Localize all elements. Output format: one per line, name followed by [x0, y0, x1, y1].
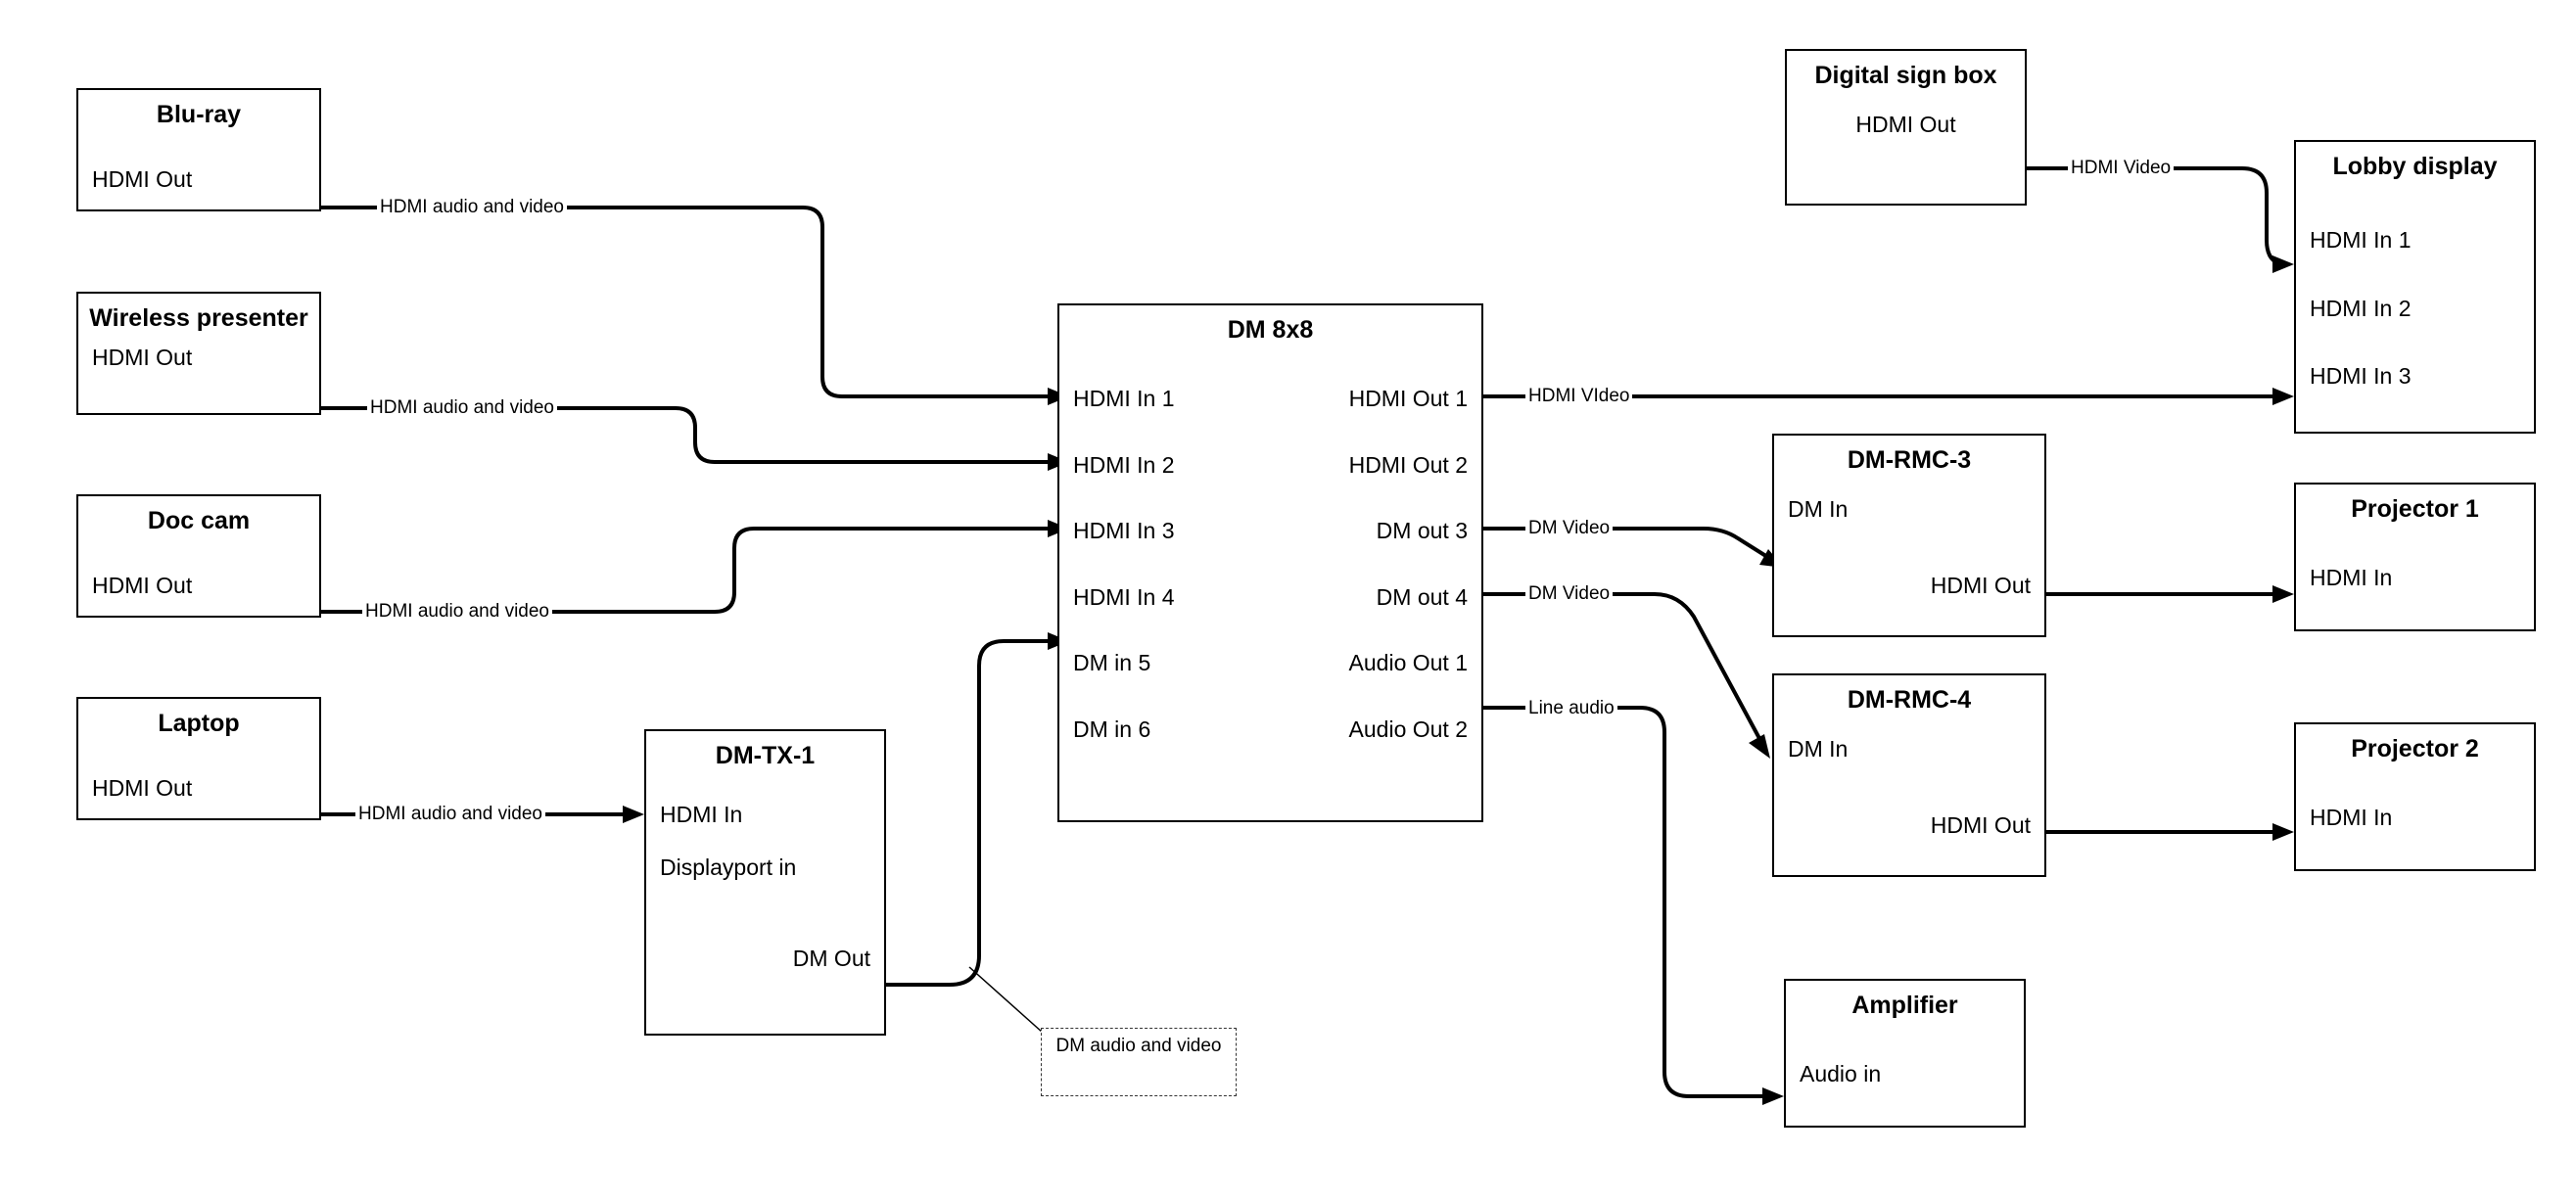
- node-dm-8x8-port-hdmi-in-4: HDMI In 4: [1073, 583, 1175, 610]
- node-dm-rmc-4-port-dm-in: DM In: [1788, 736, 1849, 762]
- edge-label-dm-video-out4: DM Video: [1525, 582, 1613, 606]
- node-digital-sign-box-title: Digital sign box: [1814, 62, 1997, 89]
- node-projector-2-title: Projector 2: [2351, 735, 2479, 762]
- node-dm-8x8-port-hdmi-in-1: HDMI In 1: [1073, 386, 1175, 411]
- node-dm-rmc-4-title: DM-RMC-4: [1847, 686, 1972, 714]
- node-dm-8x8-port-dm-in-6: DM in 6: [1073, 716, 1151, 742]
- arrow-proj2: [2272, 823, 2294, 841]
- wire-audio-out1-to-amp: [1483, 708, 1772, 1096]
- node-lobby-display-title: Lobby display: [2332, 153, 2498, 180]
- node-dm-8x8-port-audio-out-2: Audio Out 2: [1348, 716, 1468, 742]
- note-leader-line: [969, 967, 1043, 1033]
- node-dm-rmc-3[interactable]: [1772, 434, 2046, 637]
- node-laptop-port-hdmi-out: HDMI Out: [92, 775, 193, 801]
- arrow-amp: [1762, 1087, 1784, 1105]
- node-projector-2-port-hdmi-in: HDMI In: [2310, 805, 2393, 830]
- edge-label-hdmi-video-out1: HDMI VIdeo: [1525, 385, 1632, 408]
- node-bluray-port-hdmi-out: HDMI Out: [92, 166, 193, 192]
- node-laptop[interactable]: [76, 697, 321, 820]
- node-amplifier-port-audio-in: Audio in: [1800, 1061, 1882, 1086]
- node-dm-8x8-port-hdmi-in-2: HDMI In 2: [1073, 451, 1175, 478]
- wire-signbox-to-lobby-in1: [2027, 168, 2286, 264]
- wire-dmtx1-to-dm-in5: [886, 641, 1057, 985]
- node-dm-8x8-title: DM 8x8: [1227, 316, 1314, 344]
- node-projector-1[interactable]: [2294, 483, 2536, 631]
- node-dm-8x8-port-dm-in-5: DM in 5: [1073, 650, 1151, 676]
- edge-label-dm-video-out3: DM Video: [1525, 517, 1613, 540]
- node-dm-8x8-port-dm-out-4: DM out 4: [1376, 583, 1468, 610]
- edge-label-line-audio: Line audio: [1525, 697, 1617, 720]
- node-amplifier[interactable]: [1784, 979, 2026, 1128]
- arrow-proj1: [2272, 585, 2294, 603]
- arrow-rmc4: [1749, 734, 1770, 759]
- node-dm-rmc-4[interactable]: [1772, 673, 2046, 877]
- node-wireless-presenter-title: Wireless presenter: [89, 304, 308, 332]
- node-dm-rmc-4-port-hdmi-out: HDMI Out: [1930, 811, 2031, 838]
- node-doc-cam-title: Doc cam: [147, 507, 251, 534]
- node-projector-2[interactable]: [2294, 722, 2536, 871]
- node-lobby-display-port-hdmi-in-2: HDMI In 2: [2310, 295, 2412, 321]
- edge-label-hdmi-video-signbox: HDMI Video: [2068, 157, 2174, 180]
- node-dm-rmc-3-title: DM-RMC-3: [1847, 446, 1972, 474]
- node-dm-rmc-3-port-hdmi-out: HDMI Out: [1930, 572, 2031, 598]
- node-bluray-title: Blu-ray: [156, 101, 242, 128]
- node-dm-tx-1-port-dm-out: DM Out: [792, 946, 870, 972]
- node-projector-1-title: Projector 1: [2351, 495, 2479, 523]
- node-projector-1-port-hdmi-in: HDMI In: [2310, 565, 2393, 590]
- node-lobby-display-port-hdmi-in-1: HDMI In 1: [2310, 227, 2412, 253]
- edge-label-laptop: HDMI audio and video: [355, 803, 545, 826]
- arrow-lobby-in1: [2272, 255, 2294, 273]
- node-wireless-presenter-port-hdmi-out: HDMI Out: [92, 345, 193, 370]
- node-dm-tx-1-title: DM-TX-1: [715, 742, 816, 769]
- edge-label-wireless: HDMI audio and video: [367, 396, 557, 420]
- node-digital-sign-box[interactable]: [1785, 49, 2027, 206]
- node-wireless-presenter[interactable]: [76, 292, 321, 415]
- node-amplifier-title: Amplifier: [1851, 992, 1958, 1019]
- node-lobby-display[interactable]: [2294, 140, 2536, 434]
- arrow-laptop: [623, 806, 644, 823]
- node-dm-tx-1[interactable]: [644, 729, 886, 1036]
- node-doc-cam-port-hdmi-out: HDMI Out: [92, 573, 193, 598]
- node-dm-rmc-3-port-dm-in: DM In: [1788, 496, 1849, 522]
- node-dm-8x8-port-hdmi-in-3: HDMI In 3: [1073, 518, 1175, 544]
- note-dm-audio-and-video: DM audio and video: [1041, 1028, 1237, 1096]
- edge-label-bluray: HDMI audio and video: [377, 196, 567, 219]
- node-dm-8x8-port-dm-out-3: DM out 3: [1376, 518, 1468, 544]
- arrow-lobby-in3: [2272, 388, 2294, 405]
- node-bluray[interactable]: [76, 88, 321, 211]
- wire-dm-out4-to-rmc4: [1483, 594, 1762, 744]
- node-laptop-title: Laptop: [158, 710, 240, 737]
- node-dm-8x8-port-audio-out-1: Audio Out 1: [1348, 650, 1468, 676]
- node-lobby-display-port-hdmi-in-3: HDMI In 3: [2310, 363, 2412, 390]
- node-dm-tx-1-port-displayport-in: Displayport in: [660, 854, 797, 880]
- node-dm-tx-1-port-hdmi-in: HDMI In: [660, 802, 743, 827]
- node-dm-8x8[interactable]: [1057, 303, 1483, 822]
- node-dm-8x8-port-hdmi-out-1: HDMI Out 1: [1348, 386, 1468, 411]
- node-doc-cam[interactable]: [76, 494, 321, 618]
- node-digital-sign-box-port-hdmi-out: HDMI Out: [1855, 112, 1956, 137]
- node-dm-8x8-port-hdmi-out-2: HDMI Out 2: [1348, 451, 1468, 478]
- edge-label-doccam: HDMI audio and video: [362, 600, 552, 624]
- wire-bluray-to-dm-in1: [321, 208, 1057, 396]
